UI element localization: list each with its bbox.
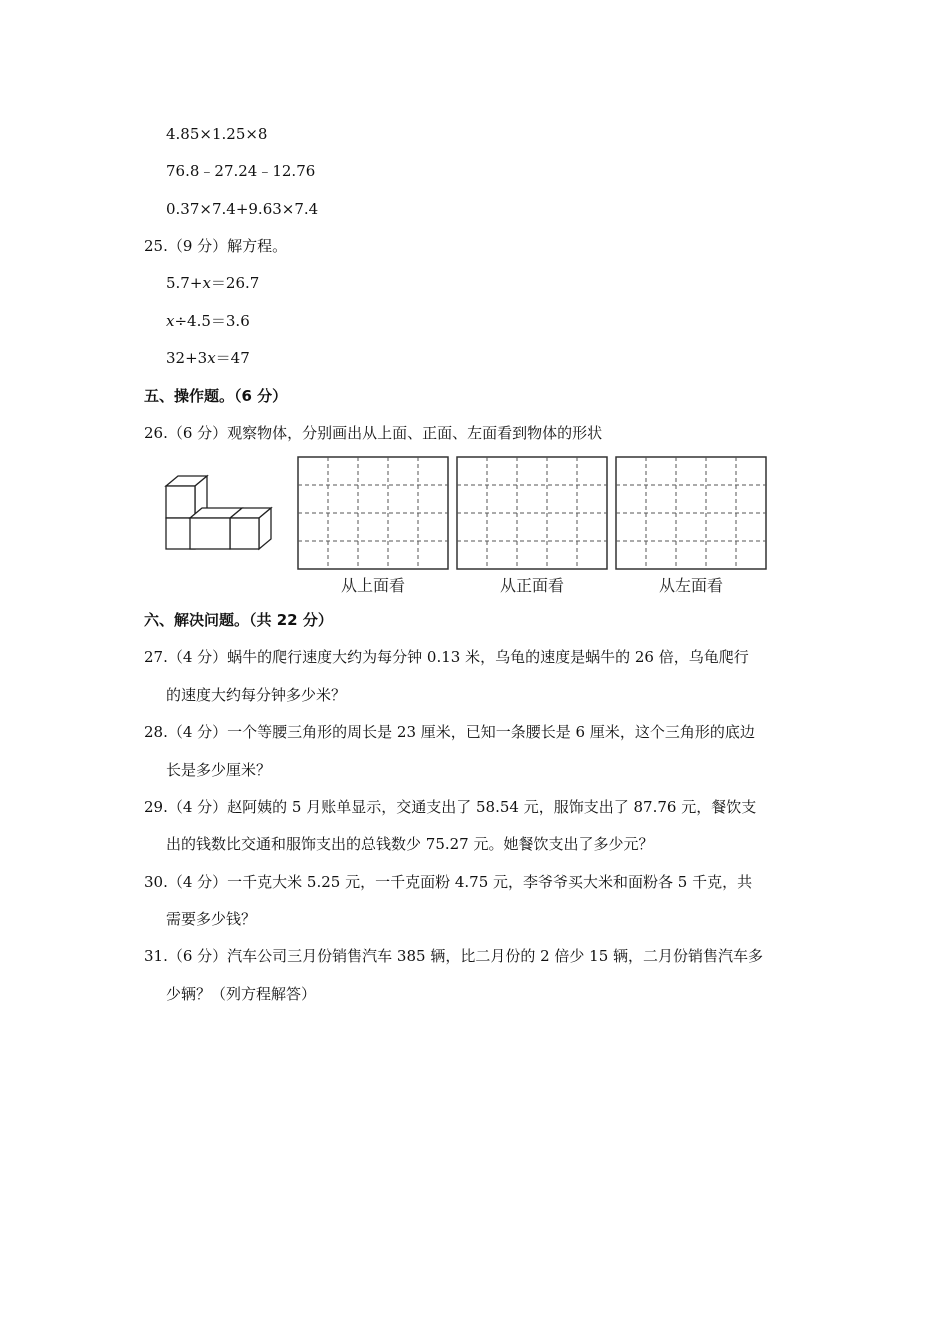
q28-line2: 长是多少厘米？ [166, 761, 272, 779]
equation-2: x÷4.5＝3.6 [166, 312, 250, 330]
q27-line2: 的速度大约每分钟多少米？ [166, 686, 347, 704]
caption-top-view: 从上面看 [340, 576, 405, 595]
q27-line1: 27.（4 分）蜗牛的爬行速度大约为每分钟 0.13 米，乌龟的速度是蜗牛的 26 倍，乌龟爬行 [144, 648, 749, 666]
computation-2: 76.8﹣27.24﹣12.76 [166, 162, 316, 180]
cube-figure [160, 474, 278, 554]
q29-line2: 出的钱数比交通和服饰支出的总钱数少 75.27 元。她餐饮支出了多少元？ [166, 835, 654, 853]
equation-1: 5.7+x＝26.7 [166, 274, 260, 292]
grid-left-view [615, 456, 767, 570]
caption-left-view: 从左面看 [658, 576, 723, 595]
q31-line2: 少辆？（列方程解答） [166, 985, 317, 1003]
q29-line1: 29.（4 分）赵阿姨的 5 月账单显示，交通支出了 58.54 元，服饰支出了 87.76 元，餐饮支 [144, 798, 757, 816]
q31-line1: 31.（6 分）汽车公司三月份销售汽车 385 辆，比二月份的 2 倍少 15 辆，二月份销售汽车多 [144, 947, 764, 965]
grid-front-view [456, 456, 608, 570]
computation-3: 0.37×7.4+9.63×7.4 [166, 200, 319, 218]
q28-line1: 28.（4 分）一个等腰三角形的周长是 23 厘米，已知一条腰长是 6 厘米，这个三角形的底边 [144, 723, 755, 741]
q30-line2: 需要多少钱？ [166, 910, 257, 928]
computation-1: 4.85×1.25×8 [166, 125, 268, 143]
q25-header: 25.（9 分）解方程。 [144, 237, 288, 255]
grid-top-view [297, 456, 449, 570]
caption-front-view: 从正面看 [499, 576, 564, 595]
section-5-title: 五、操作题。（6 分） [144, 387, 288, 405]
section-6-title: 六、解决问题。（共 22 分） [144, 611, 333, 629]
equation-3: 32+3x＝47 [166, 349, 250, 367]
q26-text: 26.（6 分）观察物体，分别画出从上面、正面、左面看到物体的形状 [144, 424, 603, 442]
q30-line1: 30.（4 分）一千克大米 5.25 元，一千克面粉 4.75 元，李爷爷买大米和面粉各 5 千克，共 [144, 873, 753, 891]
